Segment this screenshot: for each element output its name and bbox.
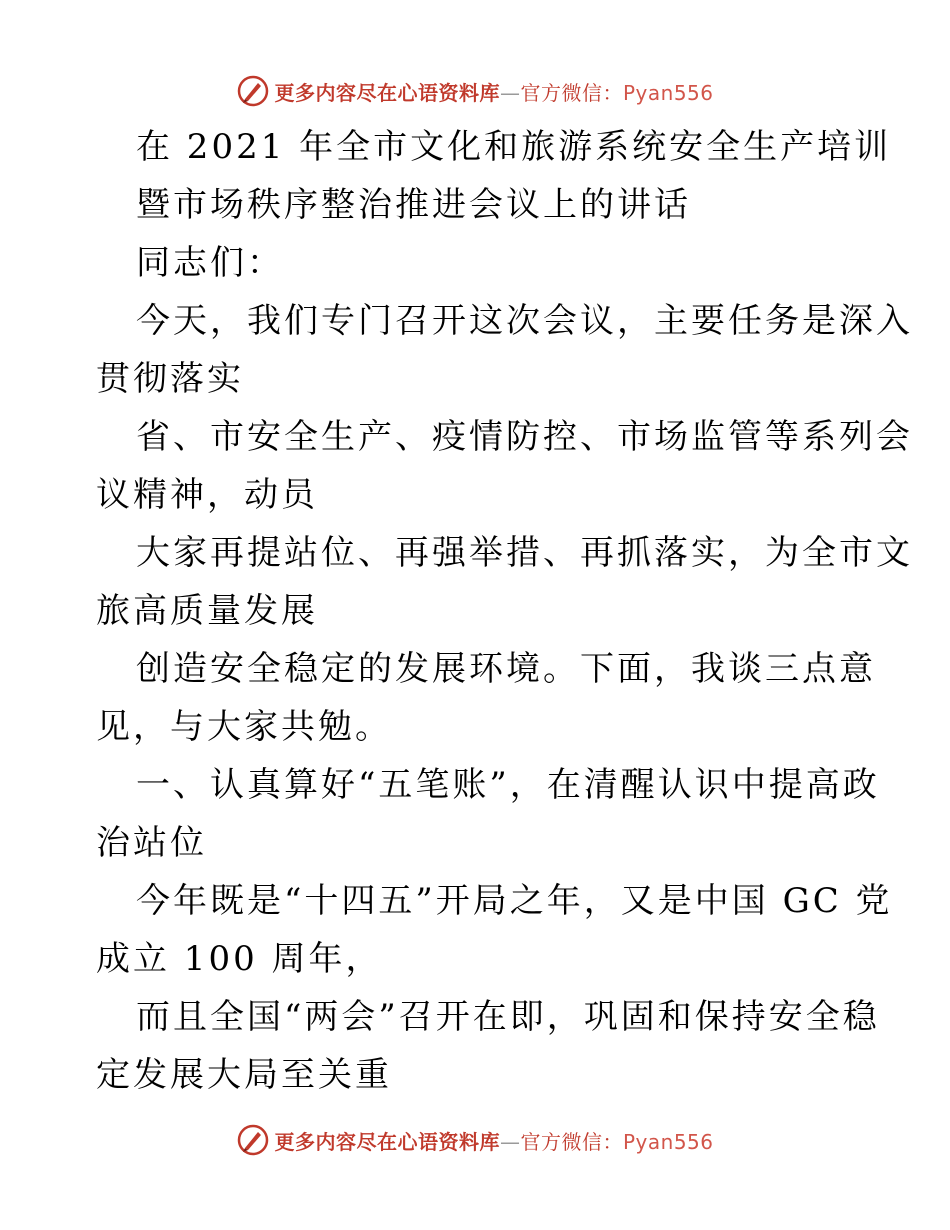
paragraph-line: 见，与大家共勉。 (96, 707, 392, 747)
watermark-brand: 更多内容尽在心语资料库 (274, 80, 500, 105)
section-heading: 一、认真算好“五笔账”，在清醒认识中提高政 (136, 765, 880, 805)
paragraph-line: 今天，我们专门召开这次会议，主要任务是深入 (136, 301, 913, 341)
watermark-wechat-label: 官方微信： (520, 80, 623, 105)
footer-watermark (0, 1120, 950, 1160)
watermark-separator: — (499, 80, 521, 105)
watermark-wechat-label: 官方微信： (520, 1129, 623, 1154)
quill-pen-icon (236, 74, 270, 108)
title-line-1: 在 2021 年全市文化和旅游系统安全生产培训 (136, 127, 892, 167)
paragraph-line: 大家再提站位、再强举措、再抓落实，为全市文 (136, 533, 913, 573)
paragraph-line: 今年既是“十四五”开局之年，又是中国 GC 党 (136, 881, 893, 921)
watermark-text (274, 77, 713, 106)
paragraph-line: 而且全国“两会”召开在即，巩固和保持安全稳 (136, 997, 880, 1037)
paragraph-line: 创造安全稳定的发展环境。下面，我谈三点意 (136, 649, 876, 689)
header-watermark (0, 71, 950, 111)
watermark-text (274, 1126, 713, 1155)
paragraph-line: 贯彻落实 (96, 359, 244, 399)
quill-pen-icon (236, 1123, 270, 1157)
document-body (96, 118, 913, 1104)
salutation: 同志们： (136, 243, 284, 283)
watermark-account: Pyan556 (622, 1129, 714, 1154)
title-line-2: 暨市场秩序整治推进会议上的讲话 (136, 185, 691, 225)
paragraph-line: 省、市安全生产、疫情防控、市场监管等系列会 (136, 417, 913, 457)
section-heading-cont: 治站位 (96, 823, 207, 863)
paragraph-line: 定发展大局至关重 (96, 1055, 392, 1095)
watermark-separator: — (499, 1129, 521, 1154)
paragraph-line: 旅高质量发展 (96, 591, 318, 631)
watermark-brand: 更多内容尽在心语资料库 (274, 1129, 500, 1154)
watermark-account: Pyan556 (622, 80, 714, 105)
paragraph-line: 成立 100 周年， (96, 939, 383, 979)
paragraph-line: 议精神，动员 (96, 475, 318, 515)
